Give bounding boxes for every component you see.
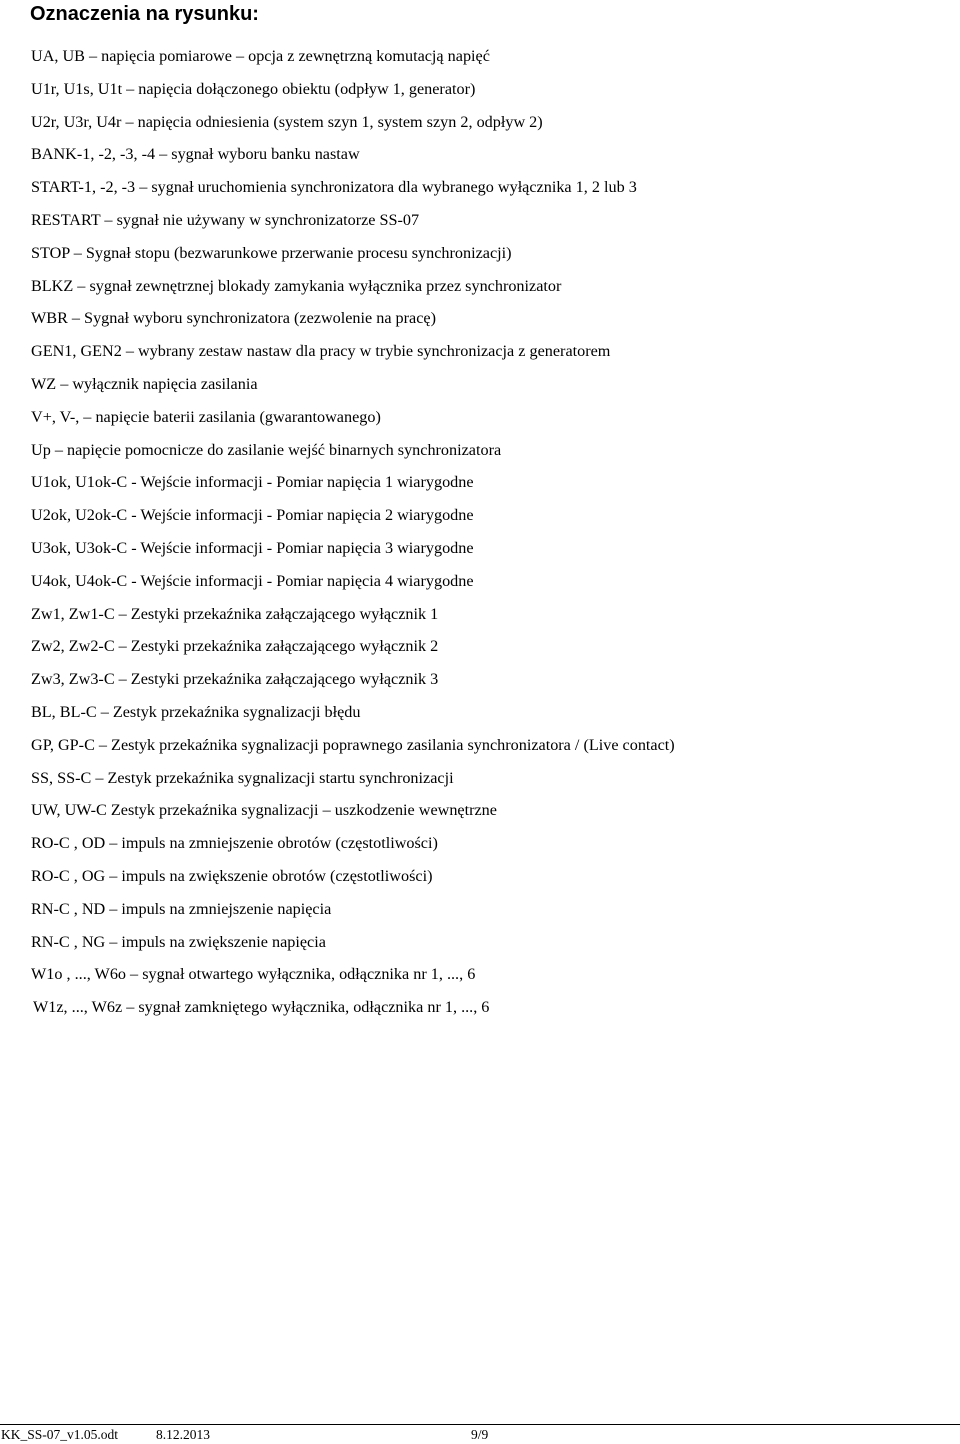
legend-item: START-1, -2, -3 – sygnał uruchomienia synchronizatora dla wybranego wyłącznika 1, 2 lub 3 xyxy=(31,178,637,197)
legend-list xyxy=(31,40,675,1024)
page-footer xyxy=(0,1424,960,1444)
legend-item: RN-C , ND – impuls na zmniejszenie napięcia xyxy=(31,899,332,918)
legend-item: UW, UW-C Zestyk przekaźnika sygnalizacji – uszkodzenie wewnętrzne xyxy=(31,801,497,820)
legend-item: RESTART – sygnał nie używany w synchronizatorze SS-07 xyxy=(31,210,420,229)
legend-item: RO-C , OG – impuls na zwiększenie obrotów (częstotliwości) xyxy=(31,866,433,885)
footer-date: 8.12.2013 xyxy=(156,1427,210,1442)
legend-item: W1o , ..., W6o – sygnał otwartego wyłącznika, odłącznika nr 1, ..., 6 xyxy=(31,965,476,984)
legend-item: U1ok, U1ok-C - Wejście informacji - Pomiar napięcia 1 wiarygodne xyxy=(31,473,474,492)
footer-page-number: 9/9 xyxy=(471,1427,489,1442)
legend-item: SS, SS-C – Zestyk przekaźnika sygnalizacji startu synchronizacji xyxy=(31,768,454,787)
legend-item: U3ok, U3ok-C - Wejście informacji - Pomiar napięcia 3 wiarygodne xyxy=(31,538,474,557)
legend-item: Zw3, Zw3-C – Zestyki przekaźnika załączającego wyłącznik 3 xyxy=(31,670,439,689)
legend-item: U4ok, U4ok-C - Wejście informacji - Pomiar napięcia 4 wiarygodne xyxy=(31,571,474,590)
legend-item: U2r, U3r, U4r – napięcia odniesienia (system szyn 1, system szyn 2, odpływ 2) xyxy=(31,112,543,131)
legend-item: V+, V-, – napięcie baterii zasilania (gwarantowanego) xyxy=(31,407,381,426)
footer-divider xyxy=(0,1424,960,1425)
legend-item: W1z, ..., W6z – sygnał zamkniętego wyłącznika, odłącznika nr 1, ..., 6 xyxy=(33,998,490,1017)
legend-item: BANK-1, -2, -3, -4 – sygnał wyboru banku nastaw xyxy=(31,145,360,164)
legend-item: BLKZ – sygnał zewnętrznej blokady zamykania wyłącznika przez synchronizator xyxy=(31,276,562,295)
legend-item: U1r, U1s, U1t – napięcia dołączonego obiektu (odpływ 1, generator) xyxy=(31,79,476,98)
section-heading: Oznaczenia na rysunku: xyxy=(30,3,259,25)
legend-item: RN-C , NG – impuls na zwiększenie napięcia xyxy=(31,932,326,951)
legend-item: RO-C , OD – impuls na zmniejszenie obrotów (częstotliwości) xyxy=(31,834,438,853)
legend-item: BL, BL-C – Zestyk przekaźnika sygnalizacji błędu xyxy=(31,702,361,721)
legend-item: WBR – Sygnał wyboru synchronizatora (zezwolenie na pracę) xyxy=(31,309,436,328)
legend-item: GP, GP-C – Zestyk przekaźnika sygnalizacji poprawnego zasilania synchronizatora / (Live contact) xyxy=(31,735,675,754)
legend-item: STOP – Sygnał stopu (bezwarunkowe przerwanie procesu synchronizacji) xyxy=(31,243,512,262)
legend-item: Up – napięcie pomocnicze do zasilanie wejść binarnych synchronizatora xyxy=(31,440,502,459)
legend-item: GEN1, GEN2 – wybrany zestaw nastaw dla pracy w trybie synchronizacja z generatorem xyxy=(31,342,611,361)
footer-filename: KK_SS-07_v1.05.odt xyxy=(1,1427,119,1442)
legend-item: Zw1, Zw1-C – Zestyki przekaźnika załączającego wyłącznik 1 xyxy=(31,604,439,623)
legend-item: U2ok, U2ok-C - Wejście informacji - Pomiar napięcia 2 wiarygodne xyxy=(31,506,474,525)
legend-item: WZ – wyłącznik napięcia zasilania xyxy=(31,374,258,393)
legend-item: UA, UB – napięcia pomiarowe – opcja z zewnętrzną komutacją napięć xyxy=(31,47,490,65)
legend-item: Zw2, Zw2-C – Zestyki przekaźnika załączającego wyłącznik 2 xyxy=(31,637,439,656)
